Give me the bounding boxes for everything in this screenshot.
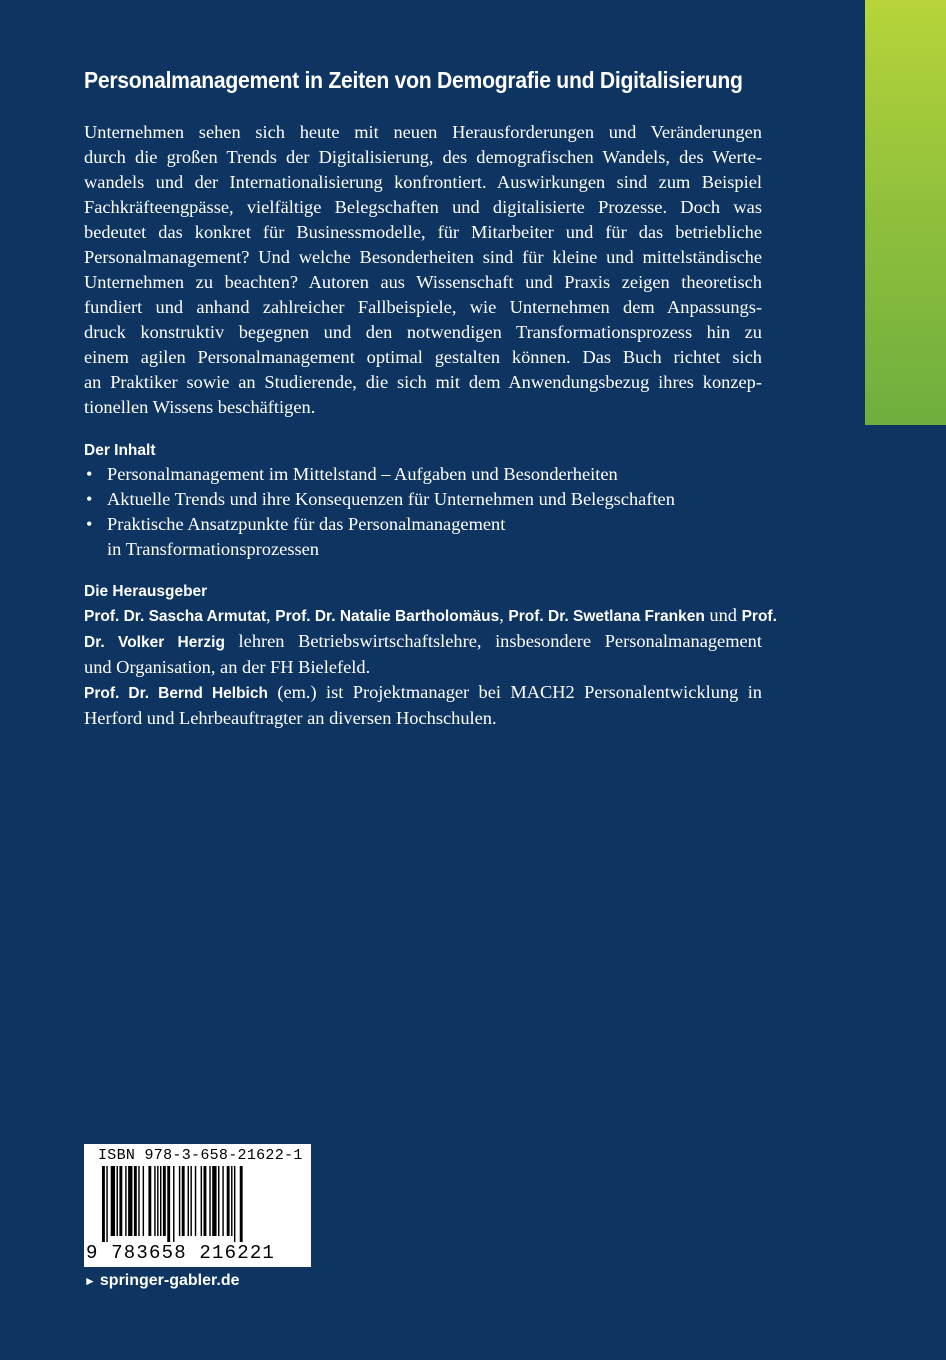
intro-line: bedeutet das konkret für Businessmodelle, für Mitarbeiter und für das betriebliche	[84, 222, 762, 242]
barcode-bar	[218, 1166, 219, 1236]
barcode-bar	[117, 1166, 118, 1236]
barcode-bar	[222, 1166, 223, 1236]
editors-line	[84, 680, 762, 706]
editors-paragraph	[84, 603, 777, 731]
barcode-bar	[234, 1166, 235, 1242]
separator: ,	[266, 605, 276, 625]
barcode-bar	[134, 1166, 137, 1236]
barcode-bar	[231, 1166, 232, 1236]
editor-name: Prof. Dr. Natalie Bartholomäus	[275, 608, 500, 625]
barcode-bar	[160, 1166, 161, 1236]
barcode-bar	[182, 1166, 185, 1236]
list-item-text: Praktische Ansatzpunkte für das Personalmanagement	[107, 514, 506, 534]
intro-line: Fachkräfteengpässe, vielfältige Belegschaften und digitalisierte Prozesse. Doch was	[84, 197, 762, 217]
barcode-bar	[106, 1166, 107, 1242]
contents-heading: Der Inhalt	[84, 442, 156, 459]
intro-line: Unternehmen zu beachten? Autoren aus Wissenschaft und Praxis zeigen theoretisch	[84, 272, 762, 292]
intro-line: einem agilen Personalmanagement optimal gestalten können. Das Buch richtet sich	[84, 347, 762, 367]
intro-line: fundiert und anhand zahlreicher Fallbeispiele, wie Unternehmen dem Anpassungs-	[84, 297, 762, 317]
barcode-bar	[167, 1166, 170, 1242]
barcode-bar	[143, 1166, 144, 1236]
intro-line: Personalmanagement? Und welche Besonderheiten sind für kleine und mittelständische	[84, 247, 762, 267]
intro-line: tionellen Wissens beschäftigen.	[84, 397, 316, 417]
editors-line: und Organisation, an der FH Bielefeld.	[84, 657, 371, 677]
list-item-text-continuation: in Transformationsprozessen	[107, 539, 319, 559]
green-accent-bar	[865, 0, 946, 425]
editors-text: lehren Betriebswirtschaftslehre, insbesondere Personalmanagement	[224, 631, 762, 651]
list-item-text: Personalmanagement im Mittelstand – Aufgaben und Besonderheiten	[107, 464, 618, 484]
editors-line: Herford und Lehrbeauftragter an diversen Hochschulen.	[84, 708, 497, 728]
barcode-bar	[119, 1166, 122, 1236]
intro-line: an Praktiker sowie an Studierende, die sich mit dem Anwendungsbezug ihres konzep-	[84, 372, 762, 392]
editors-line	[84, 603, 777, 629]
barcode-bar	[195, 1166, 196, 1236]
barcode-bar	[128, 1166, 132, 1236]
barcode-bar	[154, 1166, 155, 1236]
play-arrow-icon: ►	[84, 1274, 96, 1288]
barcode-bar	[227, 1166, 230, 1236]
editors-heading: Die Herausgeber	[84, 583, 208, 600]
isbn-barcode	[84, 1144, 311, 1267]
barcode-bar	[163, 1166, 166, 1236]
barcode-bar	[204, 1166, 207, 1236]
editor-name: Dr. Volker Herzig	[84, 634, 225, 651]
barcode-bar	[102, 1166, 105, 1242]
barcode-bar	[201, 1166, 202, 1236]
list-item-text: Aktuelle Trends und ihre Konsequenzen für Unternehmen und Belegschaften	[107, 489, 675, 509]
isbn-label: ISBN 978-3-658-21622-1	[98, 1147, 303, 1164]
editors-text: (em.) ist Projektmanager bei MACH2 Personalentwicklung in	[267, 682, 763, 702]
barcode-bar	[111, 1166, 115, 1236]
barcode-bar	[240, 1166, 243, 1242]
editor-name: Prof. Dr. Sascha Armutat	[84, 608, 267, 625]
book-title: Personalmanagement in Zeiten von Demografie und Digitalisierung	[84, 67, 743, 93]
barcode-bar	[125, 1166, 126, 1236]
list-item	[84, 462, 774, 487]
list-item	[84, 512, 774, 562]
separator: und	[704, 605, 742, 625]
publisher-website[interactable]	[84, 1272, 239, 1290]
intro-line: druck konstruktiv begegnen und den notwendigen Transformationsprozess hin zu	[84, 322, 762, 342]
editors-line	[84, 629, 762, 655]
barcode-bar	[157, 1166, 158, 1236]
intro-line: wandels und der Internationalisierung konfrontiert. Auswirkungen sind zum Beispiel	[84, 172, 762, 192]
website-text: springer-gabler.de	[99, 1272, 240, 1289]
barcode-bar	[188, 1166, 189, 1236]
editor-name: Prof.	[741, 608, 777, 625]
intro-paragraph	[84, 120, 762, 420]
barcode-bars	[94, 1166, 301, 1242]
ean-digits: 9 783658 216221	[86, 1242, 276, 1264]
barcode-bar	[173, 1166, 174, 1242]
barcode-bar	[209, 1166, 210, 1236]
barcode-bar	[138, 1166, 139, 1236]
editor-name: Prof. Dr. Bernd Helbich	[84, 685, 268, 702]
barcode-bar	[190, 1166, 191, 1236]
barcode-bar	[179, 1166, 180, 1236]
list-item	[84, 487, 774, 512]
intro-line: durch die großen Trends der Digitalisierung, des demografischen Wandels, des Werte-	[84, 147, 762, 167]
barcode-bar	[148, 1166, 151, 1236]
intro-line: Unternehmen sehen sich heute mit neuen Herausforderungen und Veränderungen	[84, 122, 762, 142]
editor-name: Prof. Dr. Swetlana Franken	[508, 608, 705, 625]
separator: ,	[499, 605, 509, 625]
barcode-bar	[212, 1166, 216, 1236]
contents-list	[84, 462, 774, 562]
